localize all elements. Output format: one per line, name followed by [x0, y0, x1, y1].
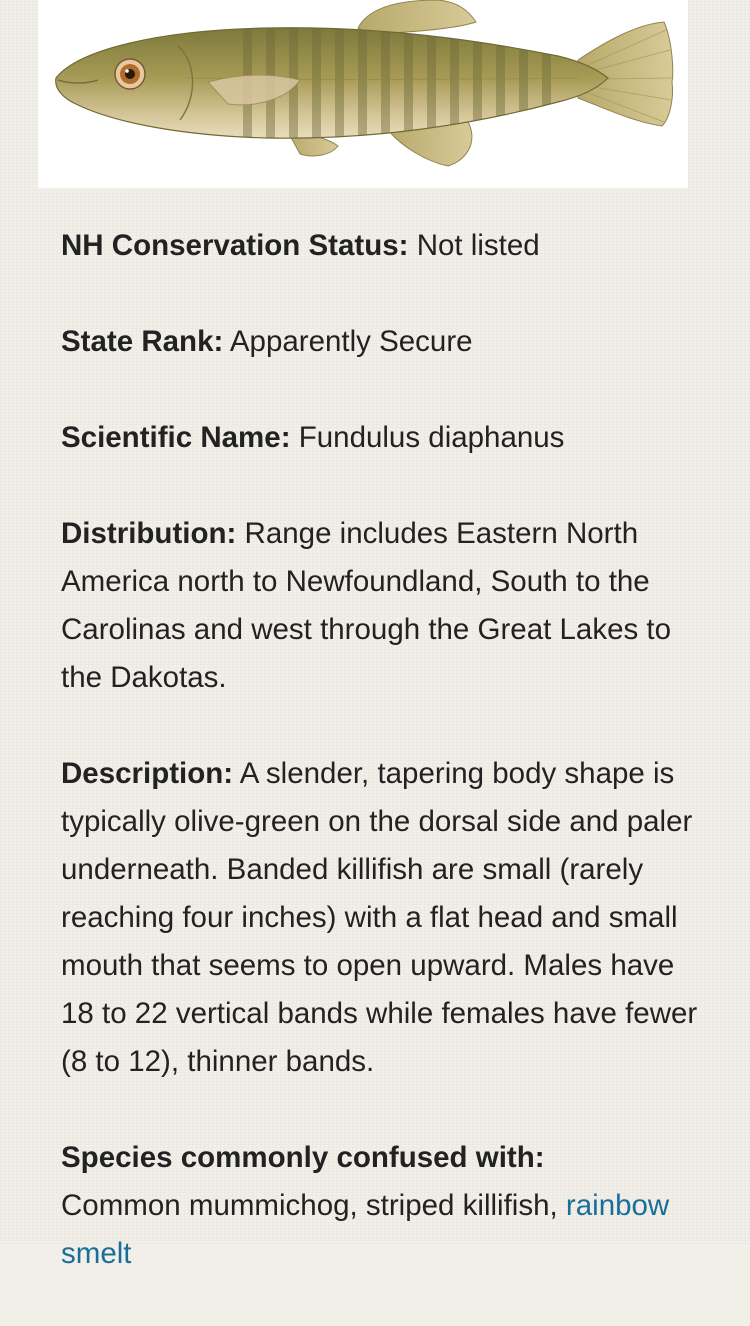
species-image — [38, 0, 688, 188]
state-rank-field — [61, 318, 711, 366]
species-details — [61, 222, 711, 1326]
scientific-name-label: Scientific Name: — [61, 421, 291, 454]
description-value: A slender, tapering body shape is typically olive-green on the dorsal side and paler underneath. Banded killifish are small (rarely reaching four inches) with a flat head and small mouth that seems to open upward. Males have 18 to 22 vertical bands while females have fewer (8 to 12), thinner bands. — [61, 757, 698, 1078]
conservation-status-value: Not listed — [416, 229, 540, 262]
banded-killifish-illustration — [38, 0, 688, 188]
description-field — [61, 750, 711, 1086]
distribution-label: Distribution: — [61, 517, 237, 550]
state-rank-label: State Rank: — [61, 325, 224, 358]
confused-with-value: Common mummichog, striped killifish, — [61, 1189, 558, 1222]
rainbow-smelt-link[interactable]: rainbow smelt — [61, 1189, 670, 1270]
confused-with-label: Species commonly confused with: — [61, 1141, 545, 1174]
state-rank-value: Apparently Secure — [229, 325, 473, 358]
scientific-name-field — [61, 414, 711, 462]
conservation-status-field — [61, 222, 711, 270]
description-label: Description: — [61, 757, 234, 790]
conservation-status-label: NH Conservation Status: — [61, 229, 409, 262]
confused-with-field — [61, 1134, 711, 1278]
distribution-field — [61, 510, 711, 702]
distribution-value: Range includes Eastern North America north to Newfoundland, South to the Carolinas and west through the Great Lakes to the Dakotas. — [61, 517, 672, 694]
scientific-name-value: Fundulus diaphanus — [298, 421, 565, 454]
